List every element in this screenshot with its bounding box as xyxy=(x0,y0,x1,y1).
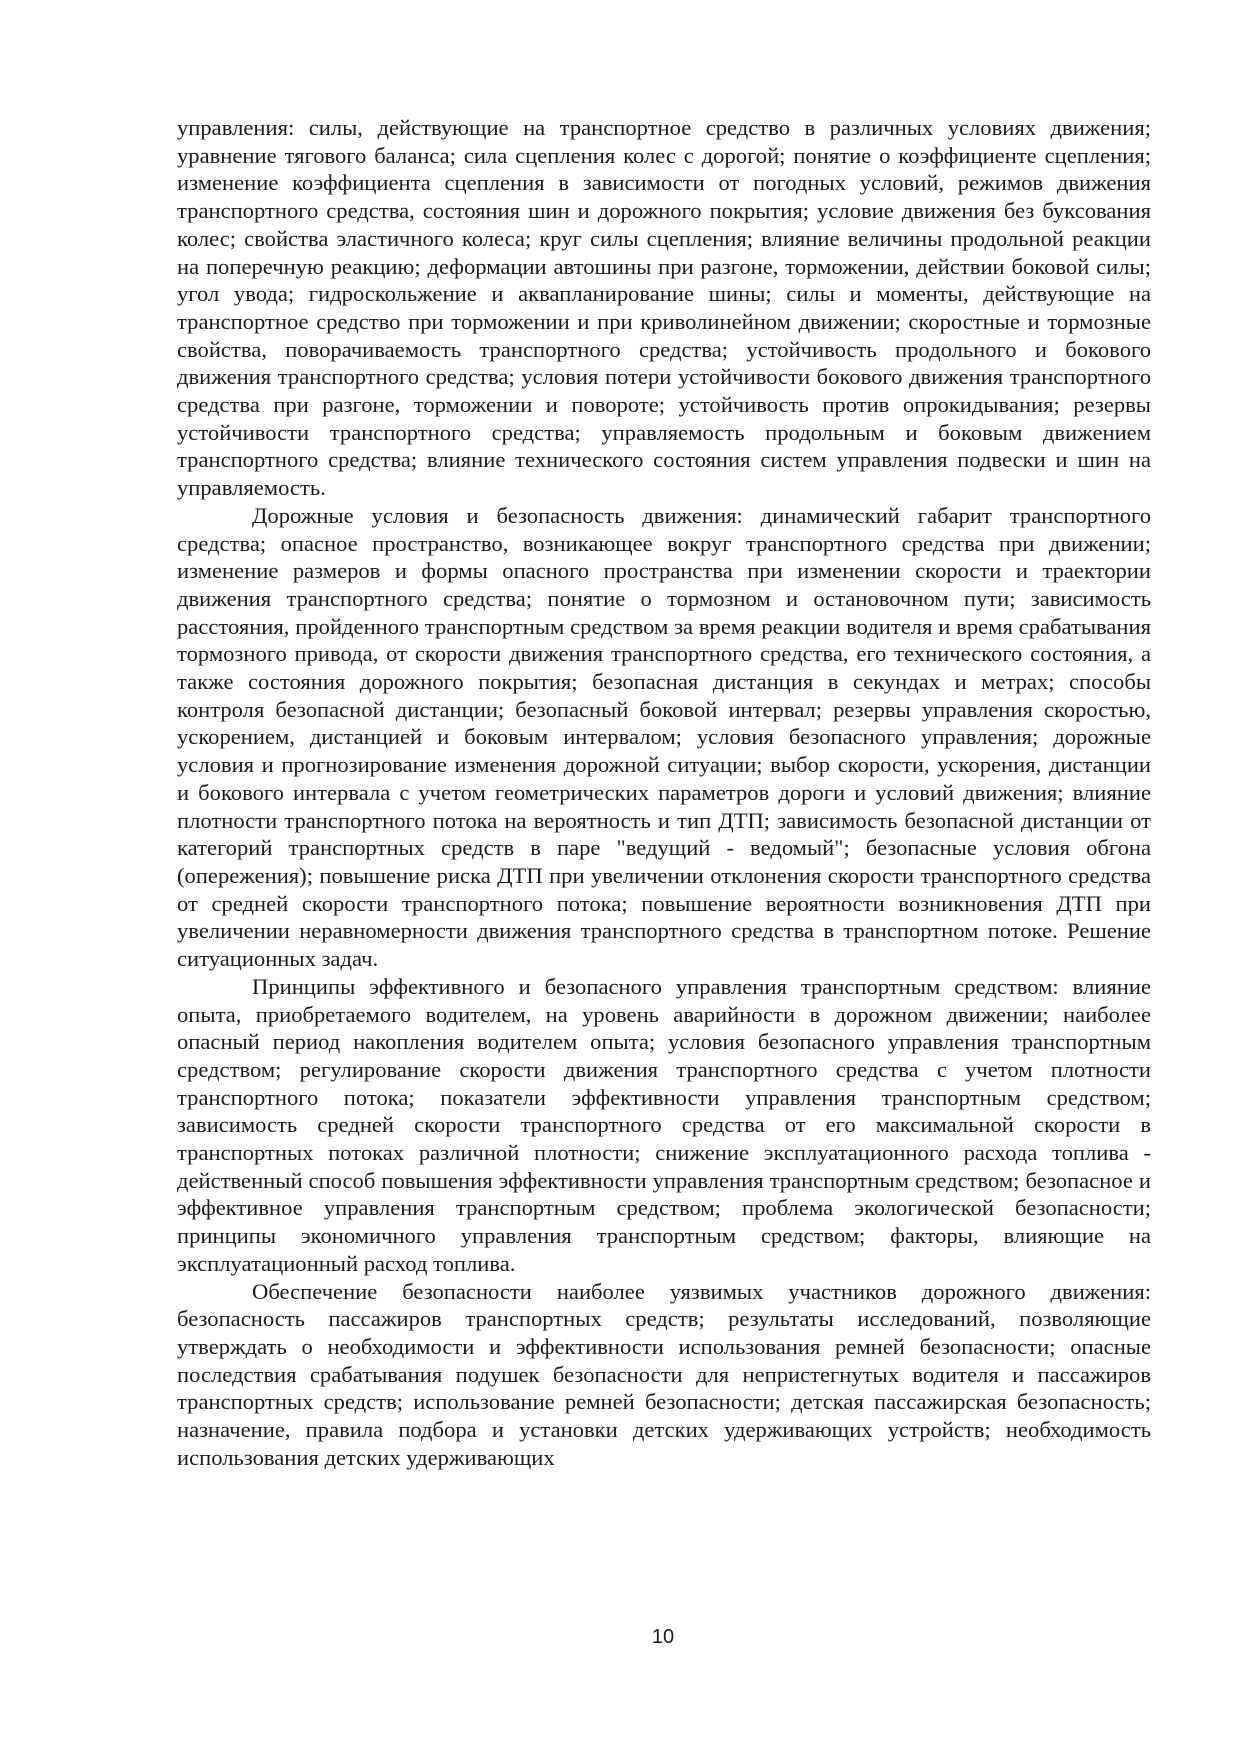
page-number: 10 xyxy=(651,1626,675,1648)
paragraph-driving-principles: Принципы эффективного и безопасного управления транспортным средством: влияние опыта, приобретаемого водителем, на уровень аварийности в дорожном движении; наиболее опасный период накопления водителем опыта; условия безопасного управления транспортным средством; регулирование скорости движения транспортного средства с учетом плотности транспортного потока; показатели эффективности управления транспортным средством; зависимость средней скорости транспортного средства от его максимальной скорости в транспортных потоках различной плотности; снижение эксплуатационного расхода топлива - действенный способ повышения эффективности управления транспортным средством; безопасное и эффективное управления транспортным средством; проблема экологической безопасности; принципы экономичного управления транспортным средством; факторы, влияющие на эксплуатационный расход топлива. xyxy=(177,973,1151,1276)
paragraph-vulnerable-participants: Обеспечение безопасности наиболее уязвимых участников дорожного движения: безопасность пассажиров транспортных средств; результаты исследований, позволяющие утверждать о необходимости и эффективности использования ремней безопасности; опасные последствия срабатывания подушек безопасности для непристегнутых водителя и пассажиров транспортных средств; использование ремней безопасности; детская пассажирская безопасность; назначение, правила подбора и установки детских удерживающих устройств; необходимость использования детских удерживающих xyxy=(177,1278,1151,1470)
paragraph-vehicle-dynamics: управления: силы, действующие на транспортное средство в различных условиях движения; уравнение тягового баланса; сила сцепления колес с дорогой; понятие о коэффициенте сцепления; изменение коэффициента сцепления в зависимости от погодных условий, режимов движения транспортного средства, состояния шин и дорожного покрытия; условие движения без буксования колес; свойства эластичного колеса; круг силы сцепления; влияние величины продольной реакции на поперечную реакцию; деформации автошины при разгоне, торможении, действии боковой силы; угол увода; гидроскольжение и аквапланирование шины; силы и моменты, действующие на транспортное средство при торможении и при криволинейном движении; скоростные и тормозные свойства, поворачиваемость транспортного средства; устойчивость продольного и бокового движения транспортного средства; условия потери устойчивости бокового движения транспортного средства при разгоне, торможении и повороте; устойчивость против опрокидывания; резервы устойчивости транспортного средства; управляемость продольным и боковым движением транспортного средства; влияние технического состояния систем управления подвески и шин на управляемость. xyxy=(177,115,1151,501)
paragraph-road-conditions: Дорожные условия и безопасность движения: динамический габарит транспортного средства; опасное пространство, возникающее вокруг транспортного средства при движении; изменение размеров и формы опасного пространства при изменении скорости и траектории движения транспортного средства; понятие о тормозном и остановочном пути; зависимость расстояния, пройденного транспортным средством за время реакции водителя и время срабатывания тормозного привода, от скорости движения транспортного средства, его технического состояния, а также состояния дорожного покрытия; безопасная дистанция в секундах и метрах; способы контроля безопасной дистанции; безопасный боковой интервал; резервы управления скоростью, ускорением, дистанцией и боковым интервалом; условия безопасного управления; дорожные условия и прогнозирование изменения дорожной ситуации; выбор скорости, ускорения, дистанции и бокового интервала с учетом геометрических параметров дороги и условий движения; влияние плотности транспортного потока на вероятность и тип ДТП; зависимость безопасной дистанции от категорий транспортных средств в паре "ведущий - ведомый"; безопасные условия обгона (опережения); повышение риска ДТП при увеличении отклонения скорости транспортного средства от средней скорости транспортного потока; повышение вероятности возникновения ДТП при увеличении неравномерности движения транспортного средства в транспортном потоке. Решение ситуационных задач. xyxy=(177,502,1151,972)
body-text xyxy=(177,114,1151,1471)
